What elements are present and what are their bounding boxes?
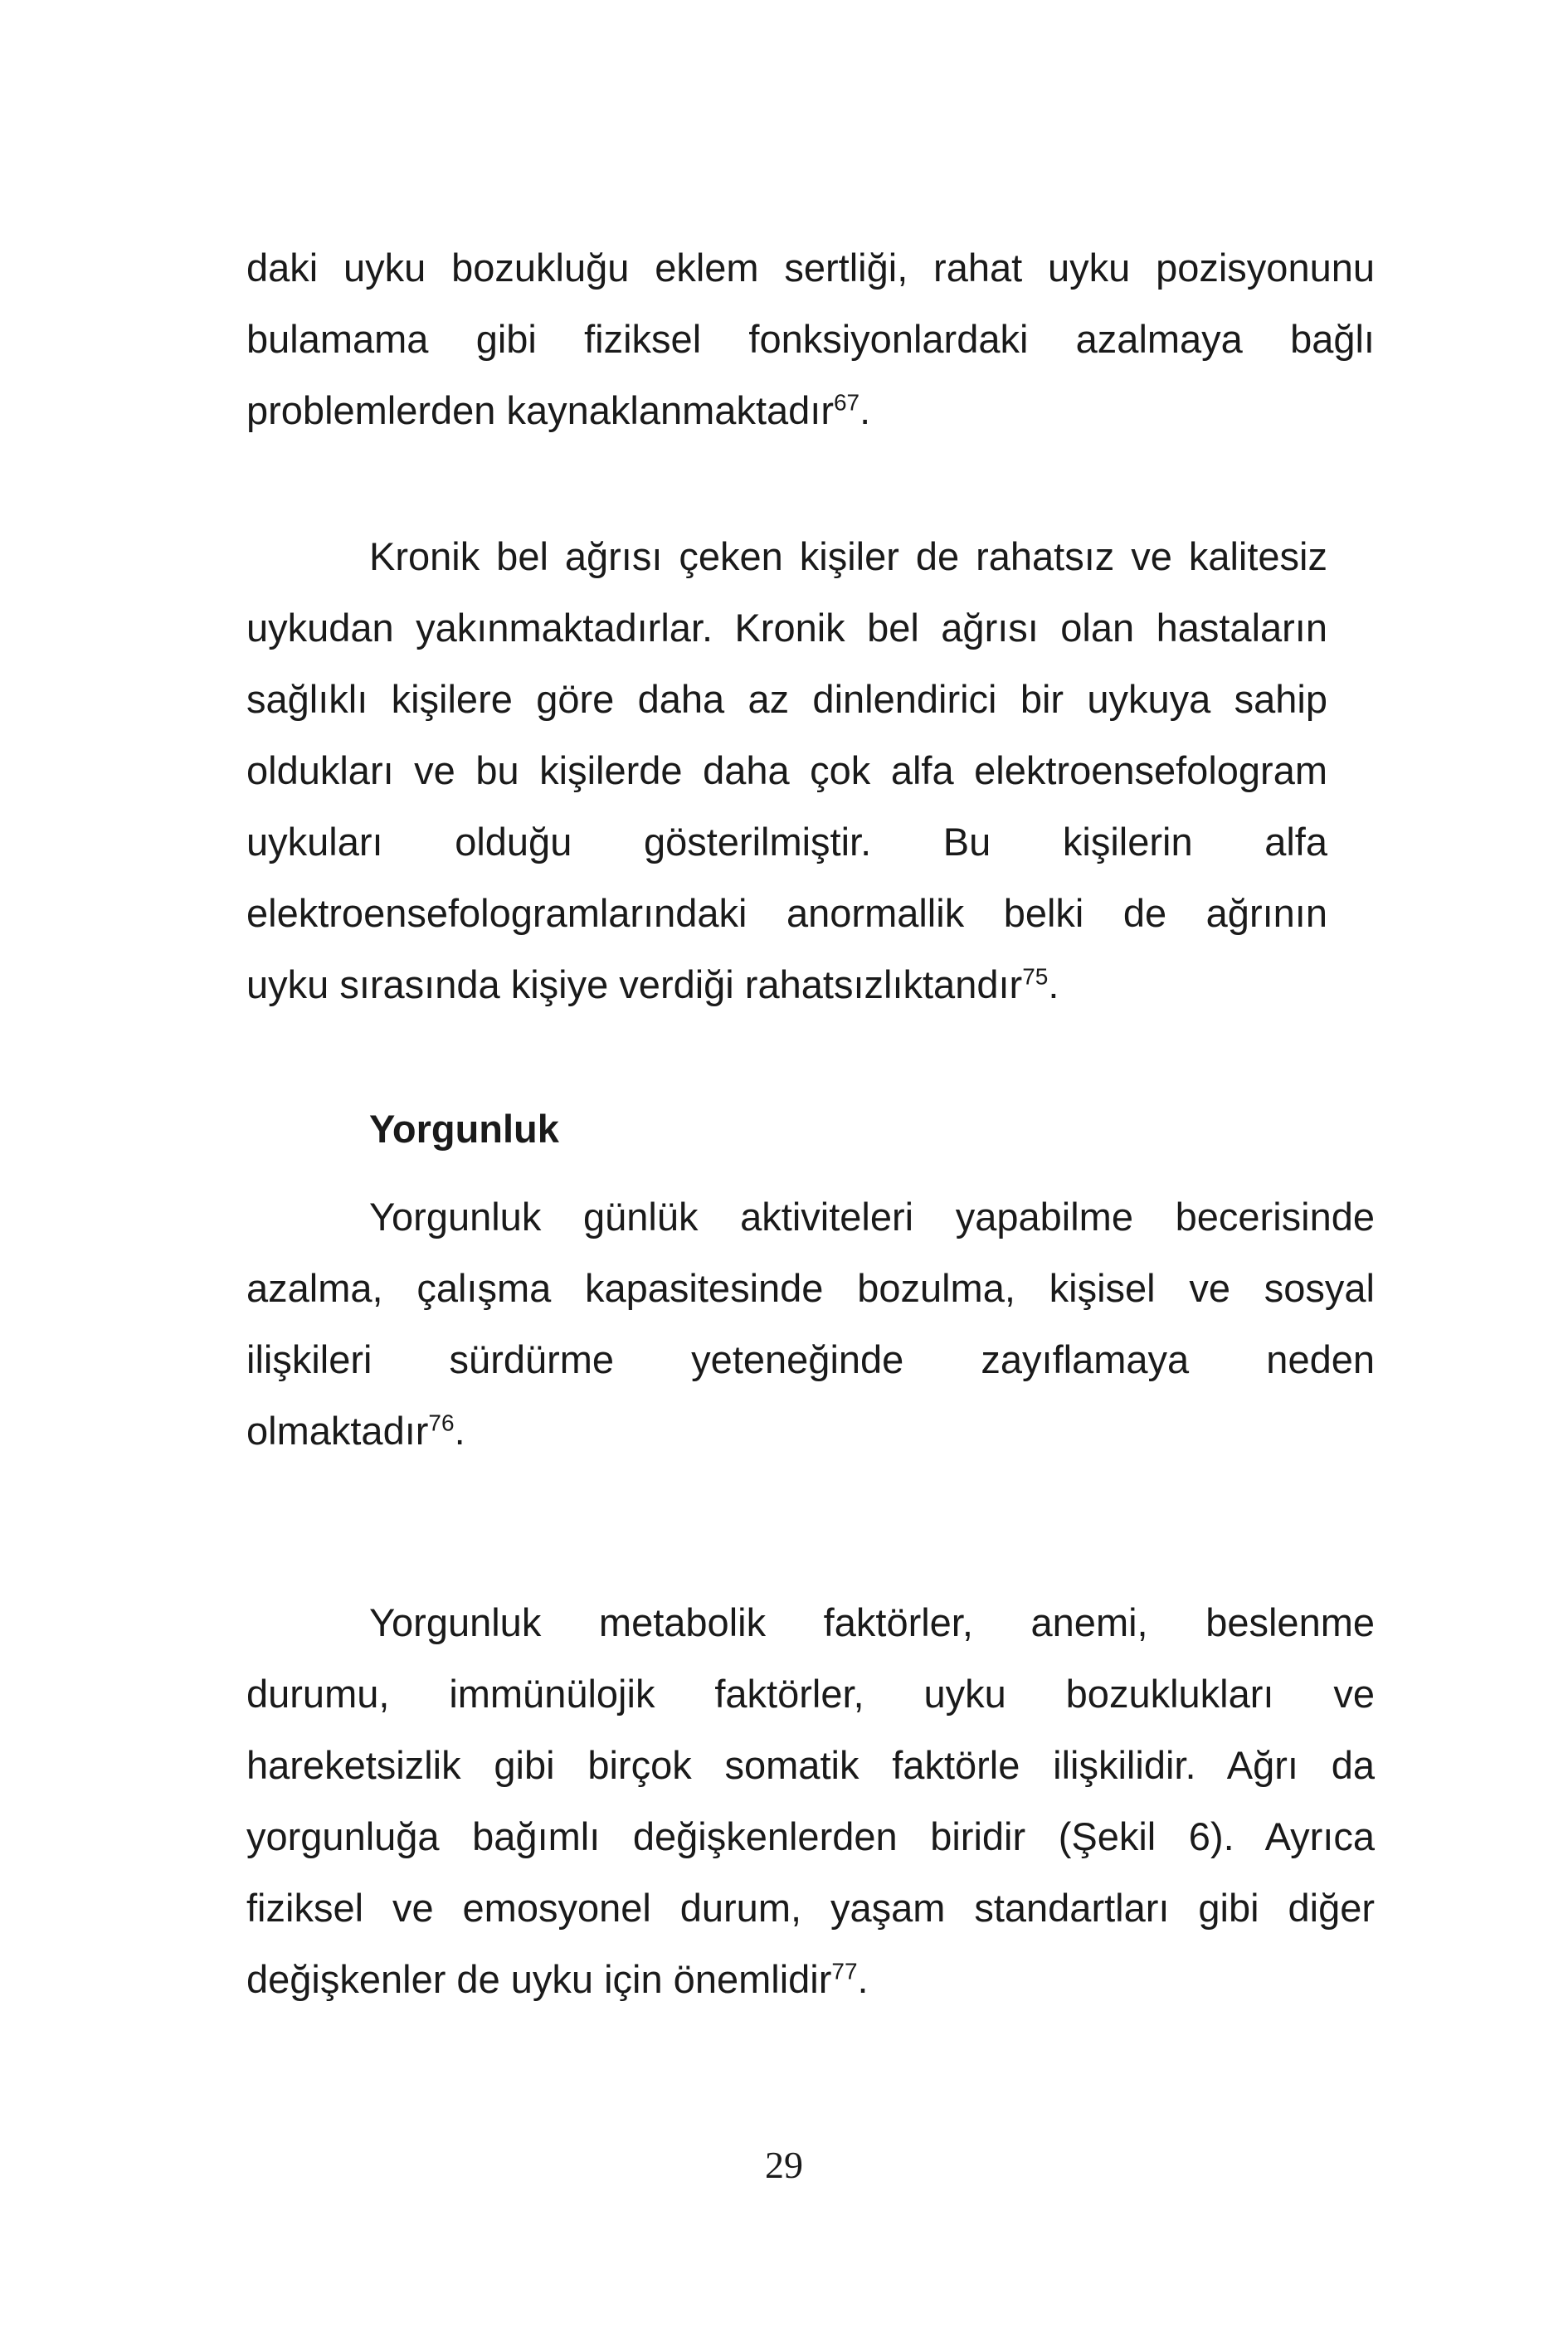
- text-line: hareketsizlik gibi birçok somatik faktörle ilişkilidir. Ağrı da: [246, 1743, 1375, 1787]
- citation-ref: 77: [831, 1958, 858, 1984]
- text-line-last: [246, 375, 1375, 446]
- text-line: oldukları ve bu kişilerde daha çok alfa elektroensefologram: [246, 748, 1327, 792]
- text-line: uykudan yakınmaktadırlar. Kronik bel ağrısı olan hastaların: [246, 606, 1327, 650]
- text-line: bulamama gibi fiziksel fonksiyonlardaki azalmaya bağlı: [246, 317, 1375, 361]
- paragraph-chronic-back-pain: [246, 521, 1327, 1020]
- paragraph-fatigue-factors: [246, 1587, 1375, 2015]
- text-line: sağlıklı kişilere göre daha az dinlendirici bir uykuya sahip: [246, 677, 1327, 721]
- citation-ref: 76: [428, 1410, 455, 1436]
- line-text: olmaktadır: [246, 1409, 429, 1453]
- text-line: Yorgunluk metabolik faktörler, anemi, beslenme: [369, 1600, 1375, 1644]
- line-text: uyku sırasında kişiye verdiği rahatsızlıktandır: [246, 962, 1023, 1006]
- text-line: Yorgunluk günlük aktiviteleri yapabilme becerisinde: [369, 1195, 1375, 1239]
- text-line: Kronik bel ağrısı çeken kişiler de rahatsız ve kalitesiz: [369, 534, 1327, 578]
- text-line: elektroensefologramlarındaki anormallik belki de ağrının: [246, 891, 1327, 935]
- text-line: durumu, immünülojik faktörler, uyku bozuklukları ve: [246, 1672, 1375, 1716]
- paragraph-sleep-disorder: [246, 232, 1375, 446]
- text-line-last: [246, 1395, 1375, 1467]
- citation-ref: 75: [1022, 963, 1049, 990]
- text-line-last: [246, 949, 1327, 1020]
- period: .: [859, 388, 871, 432]
- period: .: [857, 1957, 869, 2001]
- text-line: daki uyku bozukluğu eklem sertliği, rahat uyku pozisyonunu: [246, 246, 1375, 290]
- text-line: ilişkileri sürdürme yeteneğinde zayıflamaya neden: [246, 1337, 1375, 1381]
- text-line: fiziksel ve emosyonel durum, yaşam standartları gibi diğer: [246, 1886, 1375, 1930]
- page-number: 29: [765, 2144, 803, 2186]
- text-line: yorgunluğa bağımlı değişkenlerden biridir (Şekil 6). Ayrıca: [246, 1814, 1375, 1858]
- period: .: [1048, 962, 1059, 1006]
- paragraph-fatigue-definition: [246, 1181, 1375, 1467]
- line-text: problemlerden kaynaklanmaktadır: [246, 388, 834, 432]
- period: .: [454, 1409, 465, 1453]
- section-heading: Yorgunluk: [369, 1107, 559, 1151]
- text-line: azalma, çalışma kapasitesinde bozulma, kişisel ve sosyal: [246, 1266, 1375, 1310]
- citation-ref: 67: [833, 389, 860, 416]
- text-line-last: [246, 1944, 1375, 2015]
- line-text: değişkenler de uyku için önemlidir: [246, 1957, 832, 2001]
- text-line: uykuları olduğu gösterilmiştir. Bu kişilerin alfa: [246, 820, 1327, 864]
